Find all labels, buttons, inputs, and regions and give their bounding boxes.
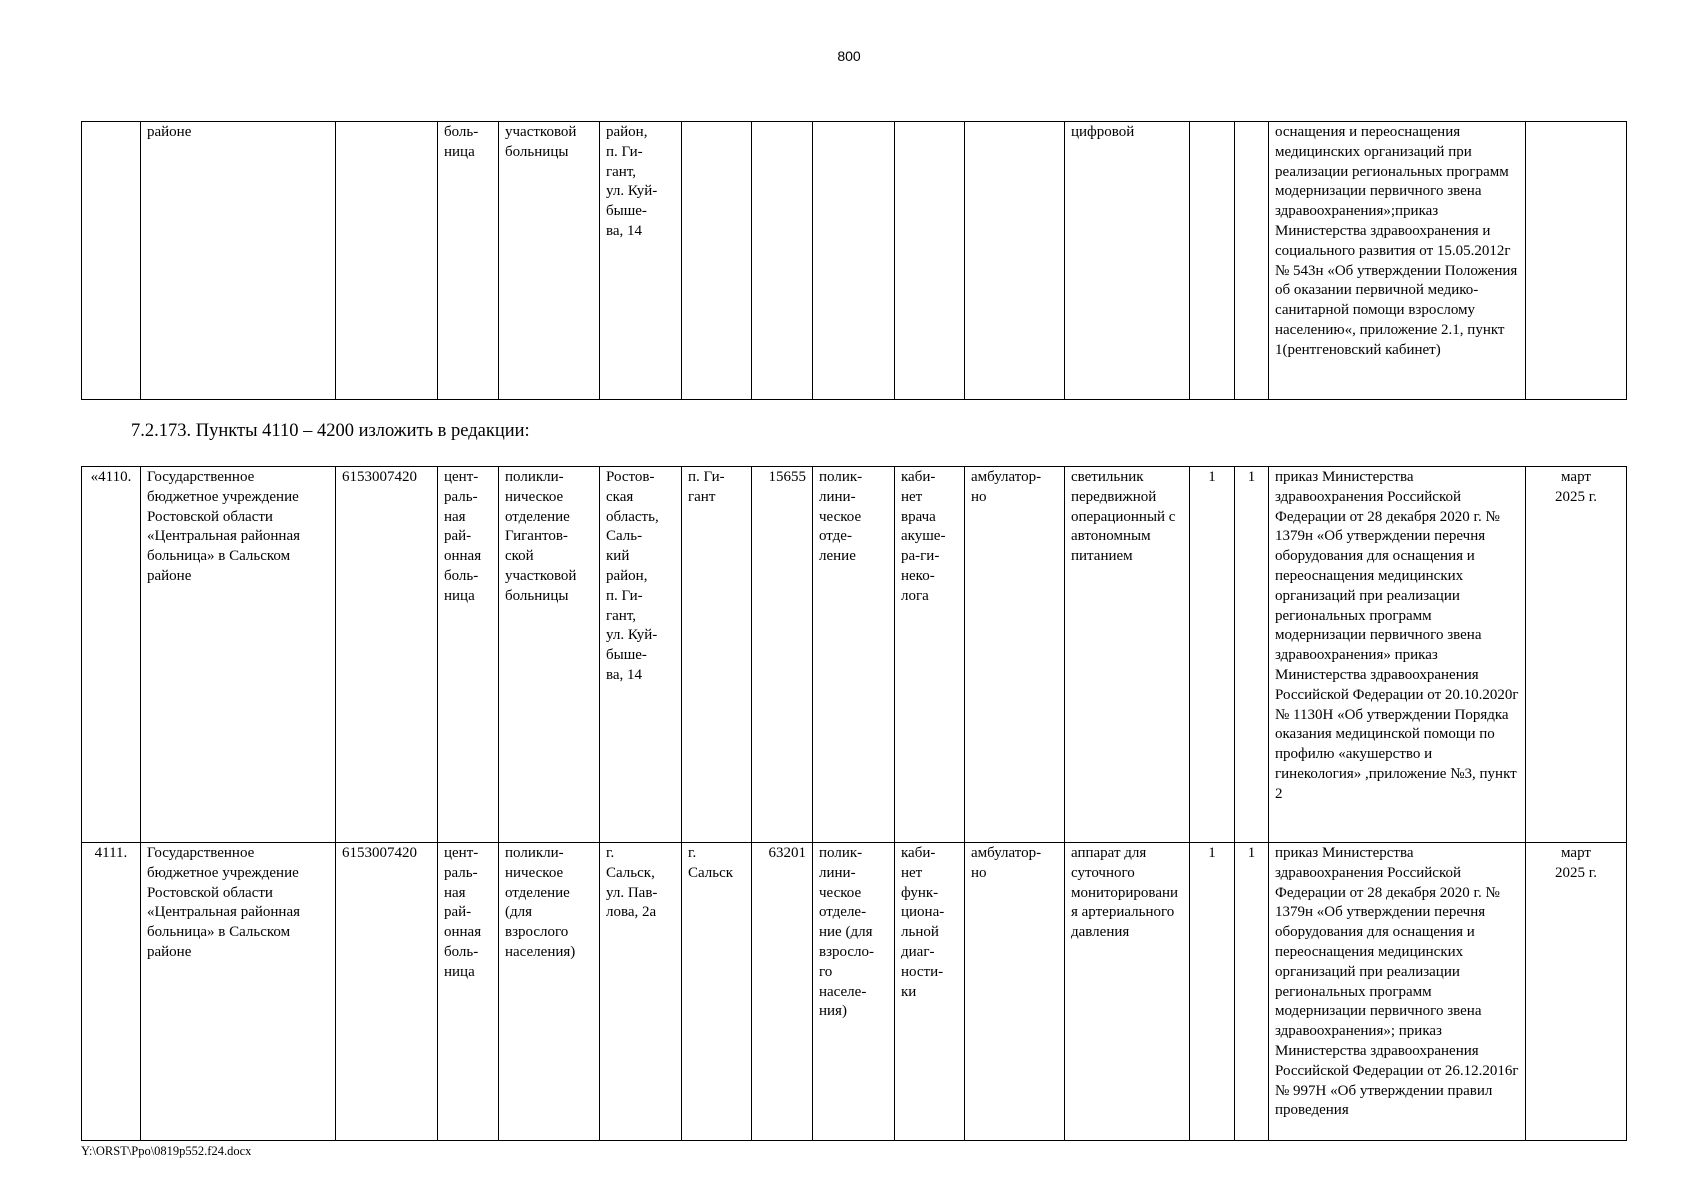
table-row [82,467,1627,843]
cell-date: март 2025 г. [1526,843,1627,1141]
cell-address: Ростов- ская область, Саль- кий район, п. Ги- гант, ул. Куй- быше- ва, 14 [600,467,682,843]
cell-name: районе [141,122,336,400]
cell-equipment: светильник передвижной операционный с автономным питанием [1065,467,1190,843]
cell-qty1: 1 [1190,467,1235,843]
cell-inn: 6153007420 [336,843,438,1141]
cell-name: Государственное бюджетное учреждение Ростовской области «Центральная районная больница» в Сальском районе [141,843,336,1141]
cell-code: 63201 [752,843,813,1141]
cell-division: участковой больницы [499,122,600,400]
cell-name: Государственное бюджетное учреждение Ростовской области «Центральная районная больница» в Сальском районе [141,467,336,843]
cell-inn: 6153007420 [336,467,438,843]
page-number: 800 [837,48,861,64]
cell-qty2 [1235,122,1269,400]
cell-room: каби- нет функ- циона- льной диаг- ности- ки [895,843,965,1141]
cell-basis: оснащения и переоснащения медицинских организаций при реализации региональных программ модернизации первичного звена здравоохранения»;приказ Министерства здравоохранения и социального развития от 15.05.2012г № 543н «Об утверждении Положения об оказании первичной медико-санитарной помощи взрослому населению«, приложение 2.1, пункт 1(рентгеновский кабинет) [1269,122,1526,400]
cell-number: «4110. [82,467,141,843]
cell-unit: полик- лини- ческое отде- ление [813,467,895,843]
cell-unit: полик- лини- ческое отделе- ние (для взросло- го населе- ния) [813,843,895,1141]
cell-type: цент- раль- ная рай- онная боль- ница [438,843,499,1141]
cell-code: 15655 [752,467,813,843]
cell-basis: приказ Министерства здравоохранения Российской Федерации от 28 декабря 2020 г. № 1379н «Об утверждении перечня оборудования для оснащения и переоснащения медицинских организаций при реализации региональных программ модернизации первичного звена здравоохранения»; приказ Министерства здравоохранения Российской Федерации от 26.12.2016г № 997Н «Об утверждении правил проведения [1269,843,1526,1141]
cell-unit [813,122,895,400]
cell-room [895,122,965,400]
cell-code [752,122,813,400]
section-heading: 7.2.173. Пункты 4110 – 4200 изложить в редакции: [131,421,530,441]
table-row [82,843,1627,1141]
cell-care: амбулатор- но [965,467,1065,843]
cell-address: г. Сальск, ул. Пав- лова, 2а [600,843,682,1141]
cell-division: поликли- ническое отделение Гигантов- ской участковой больницы [499,467,600,843]
footer-file-path: Y:\ORST\Ppo\0819p552.f24.docx [81,1144,252,1158]
cell-qty2: 1 [1235,843,1269,1141]
cell-date: март 2025 г. [1526,467,1627,843]
cell-inn [336,122,438,400]
cell-number: 4111. [82,843,141,1141]
cell-type: цент- раль- ная рай- онная боль- ница [438,467,499,843]
cell-care: амбулатор- но [965,843,1065,1141]
cell-type: боль- ница [438,122,499,400]
cell-locality: п. Ги- гант [682,467,752,843]
cell-qty1 [1190,122,1235,400]
cell-qty1: 1 [1190,843,1235,1141]
cell-equipment: цифровой [1065,122,1190,400]
cell-basis: приказ Министерства здравоохранения Российской Федерации от 28 декабря 2020 г. № 1379н «Об утверждении перечня оборудования для оснащения и переоснащения медицинских организаций при реализации региональных программ модернизации первичного звена здравоохранения» приказ Министерства здравоохранения Российской Федерации от 20.10.2020г № 1130Н «Об утверждении Порядка оказания медицинской помощи по профилю «акушерство и гинекология» ,приложение №3, пункт 2 [1269,467,1526,843]
cell-locality [682,122,752,400]
cell-room: каби- нет врача акуше- ра-ги- неко- лога [895,467,965,843]
cell-date [1526,122,1627,400]
main-table [81,466,1627,1141]
cell-locality: г. Сальск [682,843,752,1141]
cell-qty2: 1 [1235,467,1269,843]
cell-number [82,122,141,400]
continuation-table [81,121,1627,400]
table-row [82,122,1627,400]
cell-care [965,122,1065,400]
cell-division: поликли- ническое отделение (для взрослого населения) [499,843,600,1141]
cell-address: район, п. Ги- гант, ул. Куй- быше- ва, 14 [600,122,682,400]
cell-equipment: аппарат для суточного мониторирования артериального давления [1065,843,1190,1141]
